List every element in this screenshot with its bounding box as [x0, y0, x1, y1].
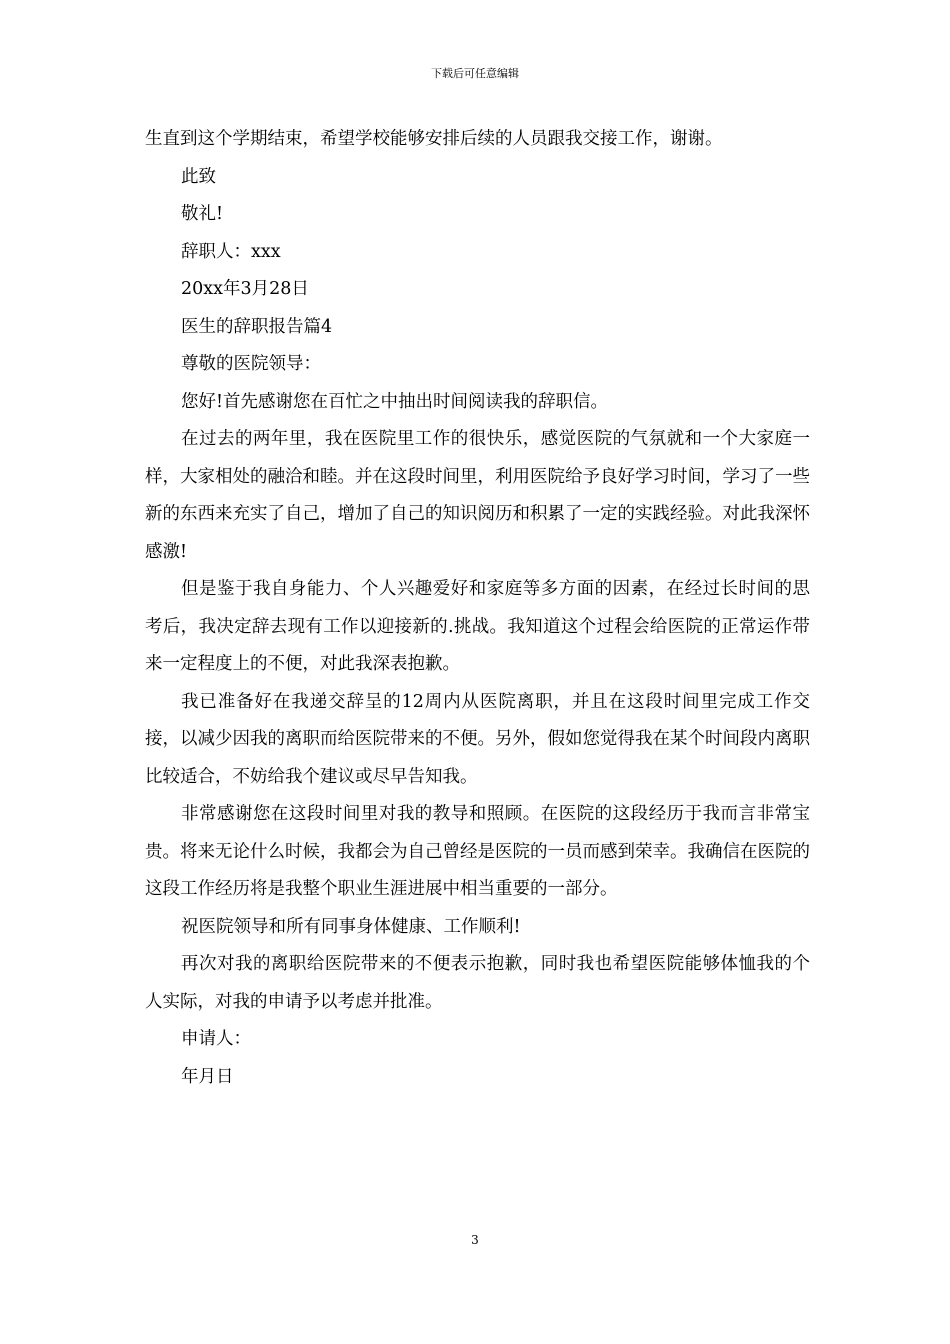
closing-regards: 敬礼!: [181, 204, 224, 224]
wishes-paragraph: 祝医院领导和所有同事身体健康、工作顺利!: [181, 916, 521, 937]
letter-body: [145, 121, 810, 1096]
body-paragraph: 在过去的两年里，我在医院里工作的很快乐，感觉医院的气氛就和一个大家庭一样，大家相处的融洽和睦。并在这段时间里，利用医院给予良好学习时间，学习了一些新的东西来充实了自己，增加了自己的知识阅历和积累了一定的实践经验。对此我深怀感激!: [145, 429, 810, 562]
section-title: 医生的辞职报告篇4: [181, 316, 333, 337]
date-line: 20xx年3月28日: [181, 279, 309, 299]
applicant-line: 申请人：: [181, 1029, 251, 1049]
body-paragraph: 非常感谢您在这段时间里对我的教导和照顾。在医院的这段经历于我而言非常宝贵。将来无论什么时候，我都会为自己曾经是医院的一员而感到荣幸。我确信在医院的这段工作经历将是我整个职业生涯进展中相当重要的一部分。: [145, 804, 810, 899]
page-header-note: 下载后可任意编辑: [431, 67, 519, 80]
letter-greeting: 尊敬的医院领导：: [181, 354, 321, 374]
date-placeholder-line: 年月日: [181, 1066, 234, 1087]
closing-salutation: 此致: [181, 166, 216, 187]
body-paragraph: 再次对我的离职给医院带来的不便表示抱歉，同时我也希望医院能够体恤我的个人实际，对我的申请予以考虑并批准。: [145, 954, 810, 1012]
signature-line: 辞职人：xxx: [181, 241, 281, 262]
body-paragraph: 我已准备好在我递交辞呈的12周内从医院离职，并且在这段时间里完成工作交接，以减少因我的离职而给医院带来的不便。另外，假如您觉得我在某个时间段内离职比较适合，不妨给我个建议或尽早告知我。: [145, 691, 810, 787]
paragraph-continuation: 生直到这个学期结束，希望学校能够安排后续的人员跟我交接工作，谢谢。: [145, 129, 723, 149]
opening-paragraph: 您好!首先感谢您在百忙之中抽出时间阅读我的辞职信。: [181, 391, 609, 412]
page-number: 3: [471, 1233, 479, 1247]
body-paragraph: 但是鉴于我自身能力、个人兴趣爱好和家庭等多方面的因素，在经过长时间的思考后，我决定辞去现有工作以迎接新的.挑战。我知道这个过程会给医院的正常运作带来一定程度上的不便，对此我深表抱歉。: [145, 579, 810, 674]
